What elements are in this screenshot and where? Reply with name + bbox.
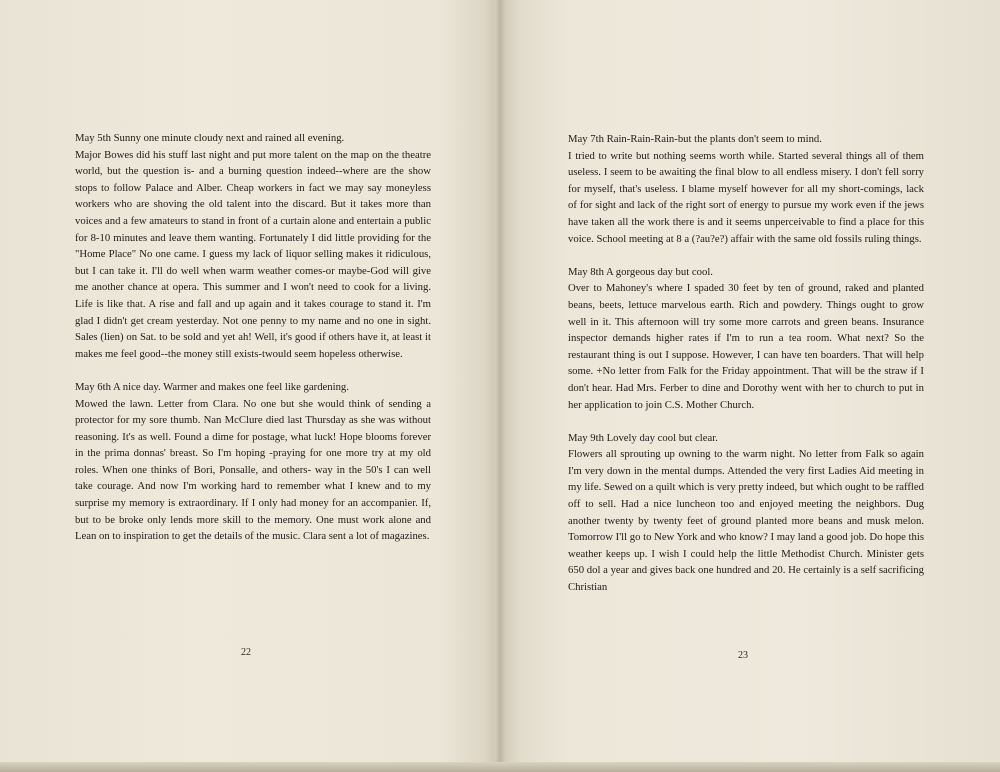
entry-heading: May 5th Sunny one minute cloudy next and rained all evening. (75, 132, 345, 144)
entry-heading: May 6th A nice day. Warmer and makes one feel like gardening. (75, 380, 349, 393)
entry-body: Mowed the lawn. Letter from Clara. No one but she would think of sending a protector for my sore thumb. Nan McClure died last Thursday as she was without reasoning. It's as well. Found a dime for postage, what luck! Hope blooms forever in the prima donnas' breast. So I'm hoping -praying for one more try at my old roles. When one thinks of Bori, Ponsalle, and others- way in the 50's I can well take courage. And now I'm working hard to remember what I knew and to my surprise my memory is extraordinary. If I only had money for an accompanier. If, but to be broke only lends more skill to the memory. One must work alone and Lean on to inspiration to get the details of the music. Clara sent a lot of magazines. (75, 397, 431, 543)
diary-entry-may-8 (568, 264, 924, 413)
entry-body: Flowers all sprouting up owning to the warm night. No letter from Falk so again I'm very down in the mental dumps. Attended the very first Ladies Aid meeting in my life. Sewed on a quilt which is very pretty indeed, but which ought to be raffled off to sell. Had a nice luncheon too and enjoyed meeting the neighbors. Dug another twenty by twenty feet of ground planted more beans and musk melon. Tomorrow I'll go to New York and who know? I may land a good job. Do hope this weather keeps up. I wish I could help the little Methodist Church. Minister gets 650 dol a year and gives back one hundred and 20. He certainly is a self sacrificing Christian (568, 448, 924, 594)
entry-body: I tried to write but nothing seems worth while. Started several things all of them useless. I seem to be awaiting the final blow to all endless misery. I don't fell sorry for myself, that's useless. I blame myself however for all my short-comings, lack of for sight and lack of the right sort of energy to pursue my work even if the jews have taken all the work there is and it seems unperceivable to find a place for this voice. School meeting at 8 a (?au?e?) affair with the same old fossils ruling things. (568, 149, 924, 245)
book-gutter (494, 0, 506, 772)
entry-heading: May 7th Rain-Rain-Rain-but the plants don't seem to mind. (568, 133, 822, 145)
diary-entry-may-9 (568, 430, 924, 596)
diary-entry-may-7 (568, 131, 924, 247)
diary-entry-may-5 (75, 130, 431, 362)
entry-body: Major Bowes did his stuff last night and put more talent on the map on the theatre world, but the question is- and a burning question indeed--where are the show stops to follow Palace and Alber. Cheap workers in fact we may say moneyless workers who are shoving the old talent into the discard. But it takes more than voices and a few amateurs to stand in front of a curtain alone and entertain a public for 8-10 minutes and leave them wanting. Fortunately I did little providing for the "Home Place" No one came. I guess my lack of liquor selling makes it ridiculous, but I can take it. I'll do well when warm weather comes-or maybe-God will give me another chance at opera. This summer and I won't need to cook for a living. Life is like that. A rise and fall and up again and it takes courage to stand it. I'm glad I didn't get cream yesterday. Not one penny to my name and no one in sight. Sales (lien) on Sat. to be sold and yet ah! Well, it's good if others have it, at least it makes me feel good--the money still exists-twould seem hopeless otherwise. (75, 148, 431, 360)
page-number-left: 22 (241, 647, 251, 658)
entry-heading: May 8th A gorgeous day but cool. (568, 265, 713, 278)
left-page-text (75, 130, 431, 561)
page-bottom-edge (0, 762, 1000, 772)
page-number-right: 23 (738, 650, 748, 661)
right-page-text (568, 131, 924, 612)
right-page (500, 0, 1000, 772)
entry-heading: May 9th Lovely day cool but clear. (568, 431, 718, 444)
entry-body: Over to Mahoney's where I spaded 30 feet by ten of ground, raked and planted beans, beets, lettuce marvelous earth. Rich and powdery. Things ought to grow well in it. This afternoon will try some more carrots and green beans. Insurance inspector demands higher rates if I'm to run a tea room. What next? So the restaurant thing is out I suppose. However, I can have ten boarders. That will help some. +No letter from Falk for the Friday appointment. That will be the straw if I don't hear. Had Mrs. Ferber to dine and Dorothy went with her to church to put in her application to join C.S. Mother Church. (568, 282, 924, 411)
diary-entry-may-6 (75, 379, 431, 545)
